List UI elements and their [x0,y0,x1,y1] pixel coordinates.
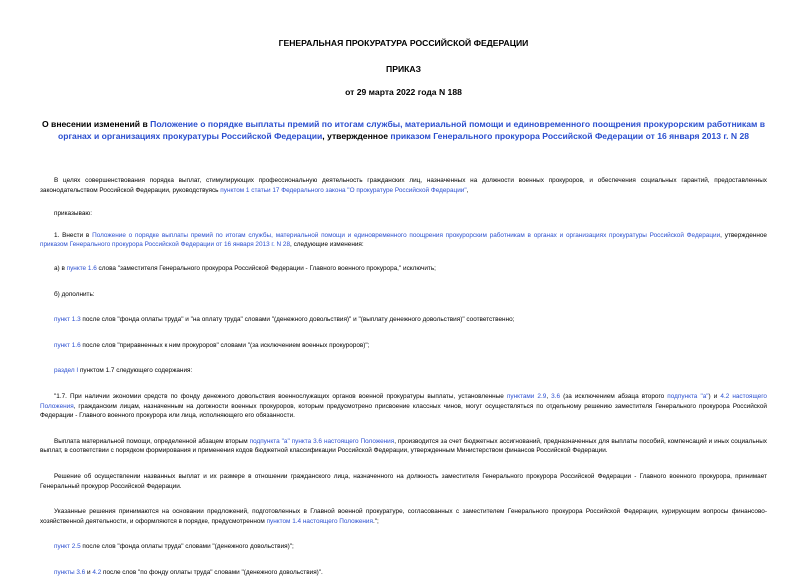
paragraph-text: , гражданским лицам, назначенным на должности военных прокуроров, которым предусмотрено присвоение классных чинов, могут осуществляться по отдельному решению заместителя Генерального прокурора Российской Федерации - Главного военного прокурора или лица, исполняющего его обязанности. [40,402,767,420]
link-point-4-2[interactable]: 4.2 настоящего Положения [40,392,767,410]
point-1-3-paragraph [40,315,767,325]
title-link-regulation[interactable]: Положение о порядке выплаты премий по итогам службы, материальной помощи и единовременного поощрения прокурорским работникам в органах и организациях прокуратуры Российской Федерации [57,119,766,141]
paragraph-text: , утвержденное [720,231,767,239]
paragraph-text: В целях совершенствования порядка выплат, стимулирующих профессиональную деятельность гражданских лиц, назначенных на должности военных прокуроров, и обеспечения социальных гарантий, предоставленных законодательством Российской Федерации, руководствуясь [40,177,767,194]
title-link-order[interactable]: приказом Генерального прокурора Российской Федерации от 16 января 2013 г. N 28 [390,130,750,141]
item-a-paragraph [40,264,767,274]
paragraph-text: после слов "по фонду оплаты труда" словами "(денежного довольствия)". [101,568,323,576]
section-1-paragraph [40,366,767,376]
title-text: , утвержденное [322,130,391,141]
paragraph-text: , [546,392,552,400]
link-points-2-9[interactable]: пунктами 2.9 [506,392,547,400]
point-1-6-paragraph [40,341,767,351]
paragraph-text: ."; [372,517,379,525]
paragraph-text: после слов "фонда оплаты труда" и "на оплату труда" словами "(денежного довольствия)" и "(выплату денежного довольствия)" соответственно; [80,316,515,324]
paragraph-text: , следующие изменения: [290,241,364,249]
link-regulation[interactable]: Положение о порядке выплаты премий по итогам службы, материальной помощи и единовременного поощрения прокурорским работникам в органах и организациях прокуратуры Российской Федерации [92,231,721,239]
point-2-5-paragraph [40,542,767,552]
link-point-2-5[interactable]: пункт 2.5 [54,543,81,551]
link-point-4-2[interactable]: 4.2 [92,568,102,576]
link-order[interactable]: приказом Генерального прокурора Российской Федерации от 16 января 2013 г. N 28 [40,241,291,249]
link-point-3-6[interactable]: 3.6 [551,392,561,400]
link-section-1[interactable]: раздел I [54,367,79,375]
paragraph-text: Выплата материальной помощи, определенной абзацем вторым [54,437,250,445]
paragraph-text: пунктом 1.7 следующего содержания: [78,367,193,375]
item-b-paragraph: б) дополнить: [54,290,95,298]
link-subpoint-a[interactable]: подпункта "а" [667,392,709,400]
paragraph-text: после слов "фонда оплаты труда" словами "(денежного довольствия)"; [80,543,294,551]
quote-1-7-paragraph [40,392,767,421]
paragraph-text: а) в [54,264,67,272]
paragraph-text: ) и [708,392,721,400]
date-number-heading: от 29 марта 2022 года N 188 [345,87,462,97]
paragraph-text: и [85,568,93,576]
link-point-1-6[interactable]: пункт 1.6 [54,341,81,349]
paragraph-text: слова "заместителя Генерального прокурора Российской Федерации - Главного военного прокурора," исключить; [96,264,436,272]
payment-paragraph [40,437,767,456]
org-heading: ГЕНЕРАЛЬНАЯ ПРОКУРАТУРА РОССИЙСКОЙ ФЕДЕРАЦИИ [278,38,529,48]
paragraph-text: (за исключением абзаца второго [560,392,668,400]
preamble-paragraph [40,176,767,195]
paragraph-text: после слов "приравненных к ним прокуроров" словами "(за исключением военных прокуроров)"; [80,341,370,349]
link-points-3-6[interactable]: пункты 3.6 [54,568,86,576]
decision-paragraph: Решение об осуществлении названных выплат и их размере в отношении гражданского лица, назначенного на должность заместителя Генерального прокурора Российской Федерации - Главного военного прокурора, принимает Генеральный прокурор Российской Федерации. [40,472,767,490]
paragraph-text: , [466,186,469,194]
link-point-1-3[interactable]: пункт 1.3 [54,316,81,324]
paragraph-text: "1.7. При наличии экономии средств по фонду денежного довольствия военнослужащих органов военной прокуратуры выплаты, установленные [54,392,507,400]
link-law-article[interactable]: пунктом 1 статьи 17 Федерального закона "О прокуратуре Российской Федерации" [220,186,467,194]
proposals-paragraph [40,507,767,526]
item-1-paragraph [40,231,767,250]
paragraph-text: Указанные решения принимаются на основании предложений, подготовленных в Главной военной прокуратуре, согласованных с заместителем Генерального прокурора Российской Федерации, курирующим вопросы финансово-хозяйственной деятельности, и оформляются в порядке, предусмотренном [40,508,767,525]
document-title [40,119,767,142]
paragraph-text: , производится за счет бюджетных ассигнований, предназначенных для выплаты пособий, компенсаций и иных социальных выплат, в соответствии с порядком формирования и применения кодов бюджетной классификации Российской Федерации, утвержденным Министерством финансов Российской Федерации. [40,437,767,455]
link-point-1-4[interactable]: пунктом 1.4 настоящего Положения [266,517,373,525]
link-point-1-6[interactable]: пункте 1.6 [66,264,97,272]
link-subpoint-a-point-3-6[interactable]: подпункта "а" пункта 3.6 настоящего Положения [249,437,395,445]
title-text: О внесении изменений в [41,119,151,129]
paragraph-text: 1. Внести в [54,231,93,239]
order-word: приказываю: [54,210,92,218]
doc-type-heading: ПРИКАЗ [386,64,421,74]
points-3-6-4-2-paragraph [40,568,767,577]
